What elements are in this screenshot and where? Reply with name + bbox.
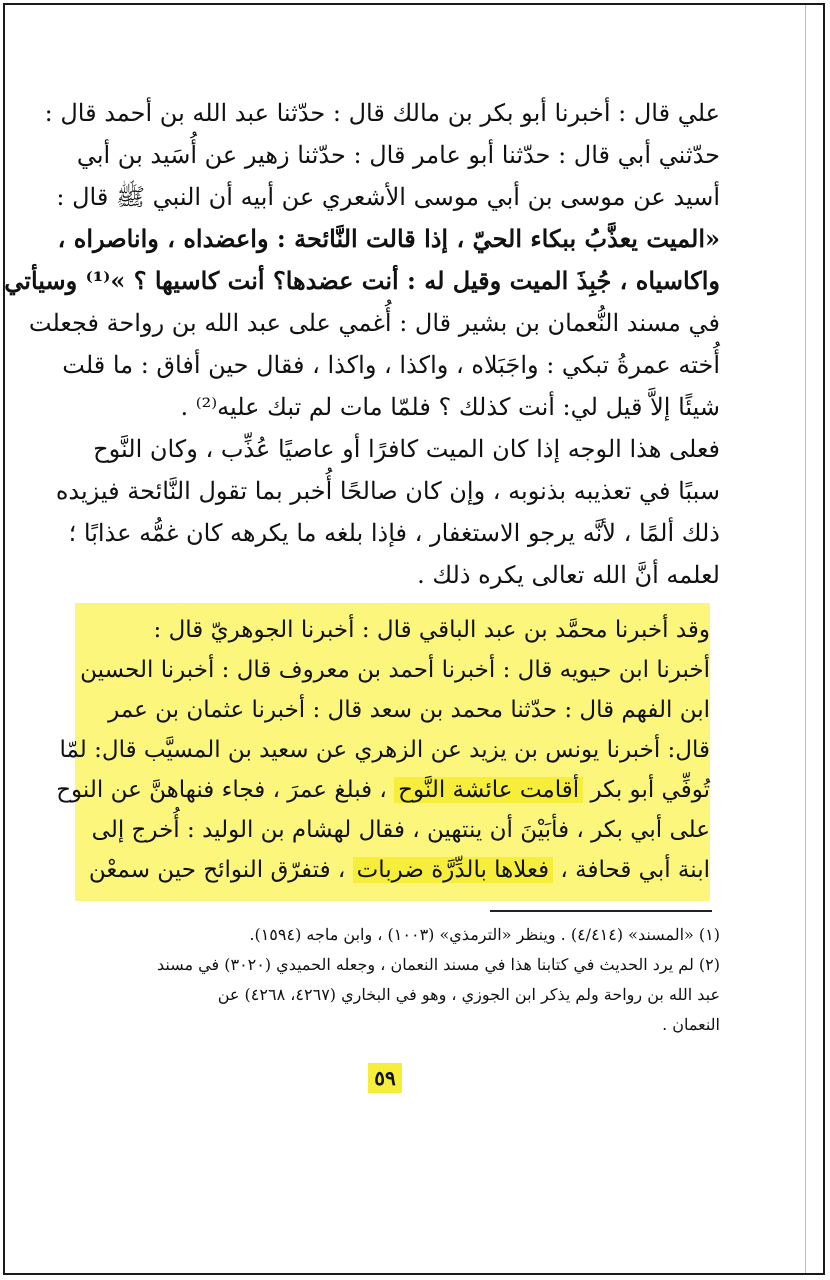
text-line: لعلمه أنَّ الله تعالى يكره ذلك . [417,561,720,589]
page-number: ٥٩ [368,1063,402,1093]
marked-phrase: أقامت عائشة النَّوح [394,777,583,803]
footnote-line: (٢) لم يرد الحديث في كتابنا هذا في مسند النعمان ، وجعله الحميدي (٣٠٢٠) في مسند [157,955,720,974]
line-part: ابنة أبي قحافة ، [553,857,710,883]
text-line: علي قال : أخبرنا أبو بكر بن مالك قال : حدّثنا عبد الله بن أحمد قال : [44,99,720,127]
highlighted-line: ابن الفهم قال : حدّثنا محمد بن سعد قال : أخبرنا عثمان بن عمر [108,697,710,723]
text-line: ذلك ألمًا ، لأنَّه يرجو الاستغفار ، فإذا بلغه ما يكرهه كان غمُّه عذابًا ؛ [68,519,720,547]
highlighted-text [56,610,710,890]
text-line: أُخته عمرةُ تبكي : واجَبَلاه ، واكذا ، واكذا ، فقال حين أفاق : ما قلت [62,351,720,379]
marked-phrase: فعلاها بالدِّرَّة ضربات [353,857,554,883]
highlighted-line [56,770,710,810]
footnote-line: (١) «المسند» (٤/٤١٤) . وينظر «الترمذي» (١٠٠٣) ، وابن ماجه (١٥٩٤). [249,925,720,944]
binding-edge [805,5,806,1273]
highlighted-line: وقد أخبرنا محمَّد بن عبد الباقي قال : أخبرنا الجوهريّ قال : [153,617,710,643]
main-text [4,92,720,596]
footnote-line: النعمان . [662,1015,720,1034]
hadith-line: واكاسياه ، جُبِذَ الميت وقيل له : أنت عضدها؟ أنت كاسيها ؟ »⁽¹⁾ وسيأتي [4,266,720,295]
highlighted-line: أخبرنا ابن حيويه قال : أخبرنا أحمد بن معروف قال : أخبرنا الحسين [80,657,710,683]
highlighted-line: على أبي بكر ، فأبَيْنَ أن ينتهين ، فقال لهشام بن الوليد : أُخرج إلى [91,817,710,843]
text-line: شيئًا إلاَّ قيل لي: أنت كذلك ؟ فلمّا مات لم تبك عليه⁽²⁾ . [180,393,720,421]
footnote-separator [490,910,712,912]
line-part: ، فتفرّق النوائح حين سمعْن [88,857,353,883]
line-part: ، فبلغ عمرَ ، فجاء فنهاهنَّ عن النوح [56,777,395,803]
text-line: أسيد عن موسى بن أبي موسى الأشعري عن أبيه أن النبي ﷺ قال : [56,183,720,211]
highlighted-line: قال: أخبرنا يونس بن يزيد عن الزهري عن سعيد بن المسيَّب قال: لمّا [59,737,710,763]
text-line: سببًا في تعذيبه بذنوبه ، وإن كان صالحًا أُخبر بما تقول النَّائحة فيزيده [55,477,720,505]
footnote-line: عبد الله بن رواحة ولم يذكر ابن الجوزي ، وهو في البخاري (٤٢٦٧، ٤٢٦٨) عن [217,985,720,1004]
text-line: حدّثني أبي قال : حدّثنا أبو عامر قال : حدّثنا زهير عن أُسَيد بن أبي [76,141,720,169]
text-line: فعلى هذا الوجه إذا كان الميت كافرًا أو عاصيًا عُذِّب ، وكان النَّوح [93,435,720,463]
line-part: تُوفِّي أبو بكر [583,777,710,803]
footnotes [80,920,720,1040]
highlighted-line [80,850,710,890]
text-line: في مسند النُّعمان بن بشير قال : أُغمي على عبد الله بن رواحة فجعلت [28,309,720,337]
hadith-line: «الميت يعذَّبُ ببكاء الحيّ ، إذا قالت النَّائحة : واعضداه ، واناصراه ، [57,224,720,253]
